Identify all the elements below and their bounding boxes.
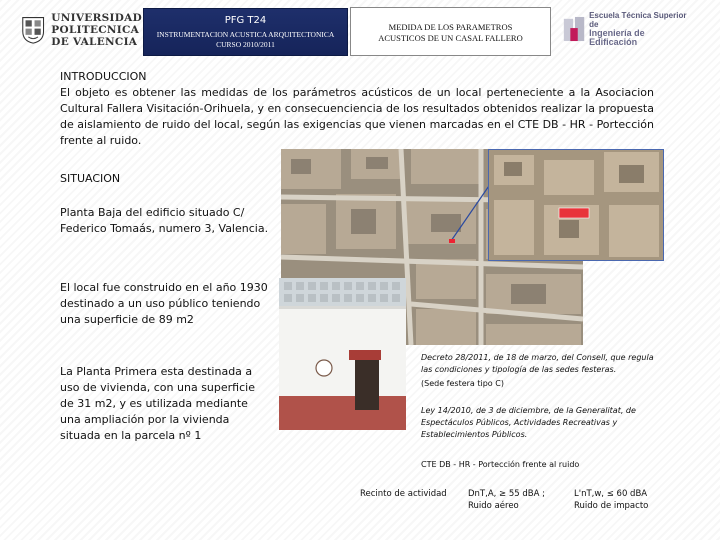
situacion-heading: SITUACION [60, 172, 121, 185]
cte-reference: CTE DB - HR - Portección frente al ruido [421, 460, 580, 469]
facade-photo [279, 278, 406, 430]
location-text: Planta Baja del edificio situado C/ Federico Tomaás, numero 3, Valencia. [60, 206, 269, 235]
construction-text: El local fue construido en el año 1930 destinado a un uso público teniendo una superficie de 89 m2 [60, 281, 268, 326]
impact-label: Ruido de impacto [574, 501, 649, 511]
etsie-mark-icon [562, 14, 586, 44]
upper-floor-text: La Planta Primera esta destinada a uso de vivienda, con una superficie de 31 m2, y es utilizada mediante una ampliación por la vivienda situada en la parcela nº 1 [60, 365, 255, 442]
pfg-box [143, 8, 348, 56]
project-title-box [350, 7, 551, 56]
intro-paragraph: El objeto es obtener las medidas de los parámetros acústicos de un local perteneciente a la Asociacion Cultural Fallera Visitación-Orihuela, y en consecuenciencia de los resultados obtenidos realizar la propuesta de aislamiento de ruido del local, según las exigencias que vienen marcadas en el CTE DB - HR - Portección frente al ruido. [60, 86, 654, 147]
airborne-value: DnT,A, ≥ 55 dBA ; [468, 489, 545, 499]
pfg-title: PFG T24 [224, 15, 267, 26]
etsie-line-1: Escuela Técnica Superior de [589, 11, 687, 29]
upv-line-1: UNIVERSIDAD [51, 12, 142, 24]
etsie-line-2: Ingeniería de Edificación [589, 28, 645, 47]
upv-line-3: DE VALENCIA [51, 36, 138, 48]
requirement-label: Recinto de actividad [360, 489, 447, 499]
law-reference: Ley 14/2010, de 3 de diciembre, de la Generalitat, de Espectáculos Públicos, Actividades Recreativas y Establecimientos Públicos. [421, 406, 636, 439]
intro-heading: INTRODUCCION [60, 70, 147, 83]
etsie-name [589, 11, 690, 47]
impact-value: L'nT,w, ≤ 60 dBA [574, 489, 648, 499]
upv-line-2: POLITECNICA [51, 24, 140, 36]
upv-crest-icon [20, 10, 46, 50]
pfg-course: CURSO 2010/2011 [216, 40, 275, 49]
pfg-subtitle: INSTRUMENTACION ACUSTICA ARQUITECTONICA [156, 30, 335, 39]
upv-logo [20, 8, 142, 52]
decree-note: (Sede festera tipo C) [421, 379, 504, 388]
etsie-logo [562, 12, 690, 46]
airborne-label: Ruido aéreo [468, 501, 519, 511]
upv-name [51, 12, 142, 48]
decree-reference: Decreto 28/2011, de 18 de marzo, del Consell, que regula las condiciones y tipología de las sedes festeras. [421, 353, 654, 374]
project-title-line-2: ACUSTICOS DE UN CASAL FALLERO [378, 33, 523, 43]
project-title-line-1: MEDIDA DE LOS PARAMETROS [388, 22, 513, 32]
zoomed-aerial-image [488, 149, 664, 261]
